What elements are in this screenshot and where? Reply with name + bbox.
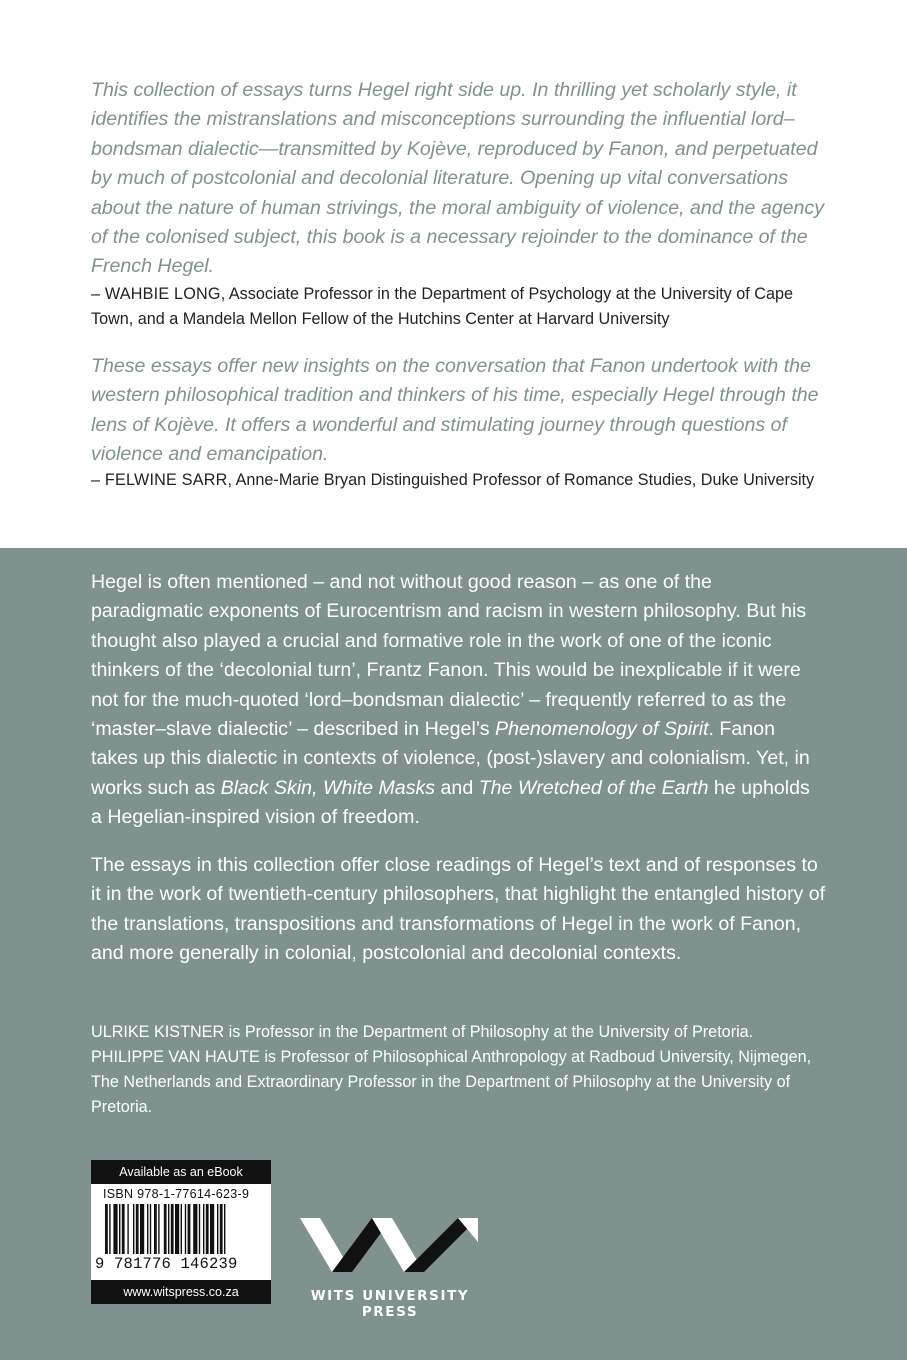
barcode-bars <box>91 1204 271 1256</box>
barcode-bar <box>109 1204 110 1254</box>
book-title-black-skin: Black Skin, White Masks <box>220 776 436 799</box>
author-name-2: PHILIPPE VAN HAUTE <box>91 1048 260 1066</box>
review-quote-1: This collection of essays turns Hegel right side up. In thrilling yet scholarly style, it identifies the mistranslations and misconceptions surrounding the influential lord–bondsman dialectic—transmitted by Kojève, reproduced by Fanon, and perpetuated by much of postcolonial and decolonial literature. Opening up vital conversations about the nature of human strivings, the moral ambiguity of violence, and the agency of the colonised subject, this book is a necessary rejoinder to the dominance of the French Hegel. <box>91 79 825 278</box>
barcode-bar <box>133 1204 134 1254</box>
author-name-1: ULRIKE KISTNER <box>91 1023 225 1041</box>
barcode-bar <box>127 1204 128 1254</box>
desc-text-d: he upholds a Hegelian-inspired vision of freedom. <box>91 776 810 829</box>
barcode-bar <box>150 1204 151 1254</box>
barcode-bar <box>224 1204 225 1254</box>
barcode-bar <box>199 1204 200 1254</box>
barcode-bar <box>181 1204 182 1254</box>
desc-text-b: . Fanon takes up this dialectic in contexts of violence, (post-)slavery and colonialism. Yet, in works such as <box>91 718 810 799</box>
description-paragraph-2: The essays in this collection offer close readings of Hegel’s text and of responses to it in the work of twentieth-century philosophers, that highlight the entangled history of the translations, transpositions and transformations of Hegel in the work of Fanon, and more generally in colonial, postcolonial and decolonial contexts. <box>91 854 826 965</box>
book-title-phenomenology: Phenomenology of Spirit <box>495 718 709 741</box>
author-bio-1 <box>91 1020 831 1045</box>
barcode-bar <box>193 1204 197 1254</box>
author-bios <box>91 1020 831 1120</box>
barcode-bar <box>113 1204 117 1254</box>
endorsements-section <box>0 0 907 548</box>
barcode-bar <box>175 1204 179 1254</box>
reviewer-name-1: – WAHBIE LONG <box>91 285 221 303</box>
barcode-bar <box>171 1204 174 1254</box>
isbn-barcode <box>91 1160 271 1304</box>
review-attribution-2 <box>91 468 831 493</box>
barcode-bar <box>154 1204 157 1254</box>
isbn-number: ISBN 978-1-77614-623-9 <box>103 1187 250 1201</box>
barcode-bar <box>105 1204 108 1254</box>
barcode-bar <box>220 1204 223 1254</box>
barcode-bar <box>185 1204 186 1254</box>
barcode-bar <box>140 1204 144 1254</box>
author-bio-2 <box>91 1045 831 1120</box>
barcode-bar <box>136 1204 139 1254</box>
description-paragraph-1 <box>91 568 826 833</box>
barcode-bar <box>158 1204 159 1254</box>
author-bio-text-1: is Professor in the Department of Philosophy at the University of Pretoria. <box>224 1023 754 1041</box>
barcode-bar <box>217 1204 218 1254</box>
barcode-bar <box>147 1204 148 1254</box>
barcode-bar <box>119 1204 120 1254</box>
barcode-bar <box>210 1204 214 1254</box>
desc-text-a: Hegel is often mentioned – and not without good reason – as one of the paradigmatic exponents of Eurocentrism and racism in western philosophy. But his thought also played a crucial and formative role in the work of one of the iconic thinkers of the ‘decolonial turn’, Frantz Fanon. This would be inexplicable if it were not for the much-quoted ‘lord–bondsman dialectic’ – frequently referred to as the ‘master–slave dialectic’ – described in Hegel’s <box>91 571 807 741</box>
publisher-name: WITS UNIVERSITY PRESS <box>310 1288 470 1320</box>
reviewer-name-2: – FELWINE SARR <box>91 471 228 489</box>
barcode-digits: 9 781776 146239 <box>95 1255 238 1273</box>
reviewer-affiliation-1: , Associate Professor in the Department of Psychology at the University of Cape Town, and a Mandela Mellon Fellow of the Hutchins Center at Harvard University <box>91 285 793 328</box>
barcode-bar <box>188 1204 191 1254</box>
barcode-bar <box>203 1204 204 1254</box>
review-attribution-1 <box>91 282 831 332</box>
barcode-bar <box>206 1204 209 1254</box>
book-title-wretched: The Wretched of the Earth <box>478 776 709 799</box>
publisher-url: www.witspress.co.za <box>91 1280 271 1304</box>
barcode-bar <box>168 1204 169 1254</box>
wits-logo-icon <box>300 1212 480 1284</box>
reviewer-affiliation-2: , Anne-Marie Bryan Distinguished Professor of Romance Studies, Duke University <box>227 471 815 489</box>
review-quote-2: These essays offer new insights on the conversation that Fanon undertook with the western philosophical tradition and thinkers of his time, especially Hegel through the lens of Kojève. It offers a wonderful and stimulating journey through questions of violence and emancipation. <box>91 355 819 466</box>
desc-text-c: and <box>435 776 479 799</box>
author-bio-text-2: is Professor of Philosophical Anthropology at Radboud University, Nijmegen, The Netherlands and Extraordinary Professor in the Department of Philosophy at the University of Pretoria. <box>91 1048 812 1116</box>
barcode-bar <box>164 1204 167 1254</box>
ebook-label: Available as an eBook <box>91 1160 271 1184</box>
barcode-bar <box>122 1204 125 1254</box>
wits-press-logo <box>300 1212 480 1320</box>
